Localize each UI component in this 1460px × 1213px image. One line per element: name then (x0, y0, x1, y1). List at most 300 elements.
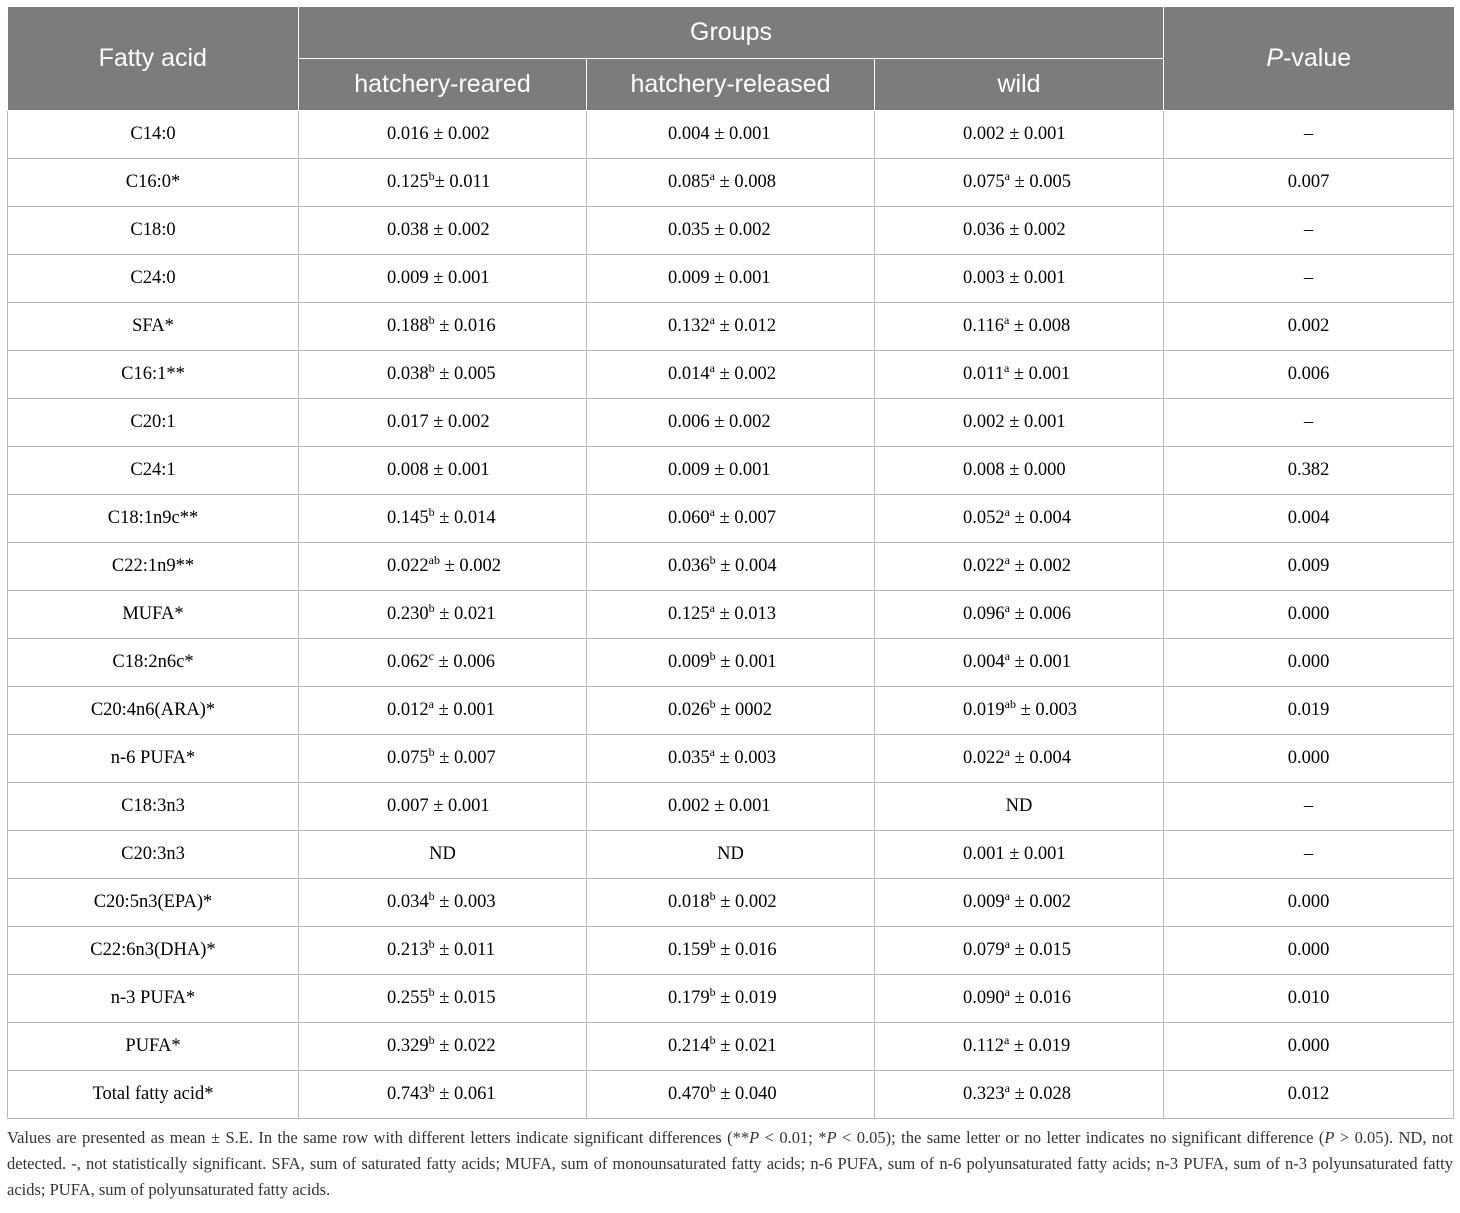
table-row (8, 111, 1454, 159)
significance-letter: b (709, 937, 716, 951)
group-value-cell (587, 975, 875, 1023)
standard-error: ± 0.001 (709, 124, 771, 144)
significance-letter: a (709, 505, 715, 519)
mean-value: 0.002 (668, 796, 710, 816)
significance-letter: b (709, 1033, 716, 1047)
mean-value: 0.179 (668, 988, 710, 1008)
standard-error: ± 0.021 (434, 604, 496, 624)
standard-error: ± 0.011 (434, 172, 491, 192)
mean-value: 0.255 (387, 988, 429, 1008)
fatty-acid-name: C22:6n3(DHA)* (8, 927, 299, 975)
mean-value: 0.062 (387, 652, 429, 672)
mean-value: 0.116 (963, 316, 1004, 336)
fatty-acid-name: PUFA* (8, 1023, 299, 1071)
table-row (8, 207, 1454, 255)
table-row (8, 495, 1454, 543)
significance-letter: b (428, 985, 435, 999)
header-groups: Groups (299, 7, 1164, 59)
standard-error: ± 0.005 (434, 364, 496, 384)
mean-value: 0.085 (668, 172, 710, 192)
mean-value: 0.096 (963, 604, 1005, 624)
fatty-acid-name: SFA* (8, 303, 299, 351)
standard-error: ± 0.004 (1009, 508, 1071, 528)
group-value-cell (587, 543, 875, 591)
group-value-cell (299, 927, 587, 975)
standard-error: ± 0.014 (434, 508, 496, 528)
standard-error: ± 0.005 (1009, 172, 1071, 192)
mean-value: 0.003 (963, 268, 1005, 288)
mean-value: 0.470 (668, 1084, 710, 1104)
fatty-acid-name: C14:0 (8, 111, 299, 159)
group-value-cell (875, 159, 1164, 207)
standard-error: ± 0.002 (1009, 556, 1071, 576)
standard-error: ± 0.002 (709, 412, 771, 432)
mean-value: 0.075 (387, 748, 429, 768)
standard-error: ± 0.001 (1004, 412, 1066, 432)
significance-letter: a (1004, 889, 1010, 903)
footnote-text-4: > 0.05). ND, not detected. -, not statistically significant. SFA, sum of saturated fatty acids; MUFA, sum of monounsaturated fatty acids; n-6 PUFA, sum of n-6 polyunsaturated fatty acids; n-3 PUFA, sum of n-3 polyunsaturated fatty acids; PUFA, sum of polyunsaturated fatty acids. (7, 1128, 1453, 1199)
table-row (8, 543, 1454, 591)
significance-letter: a (1004, 649, 1010, 663)
header-group-hatchery-reared: hatchery-reared (299, 59, 587, 111)
standard-error: ± 0.002 (715, 892, 777, 912)
table-row (8, 975, 1454, 1023)
table-row (8, 591, 1454, 639)
mean-value: 0.075 (963, 172, 1005, 192)
p-value-cell: 0.006 (1164, 351, 1454, 399)
group-value-cell (299, 447, 587, 495)
significance-letter: b (709, 553, 716, 567)
mean-value: 0.159 (668, 940, 710, 960)
standard-error: ± 0.019 (715, 988, 777, 1008)
group-value-cell (875, 879, 1164, 927)
footnote-p-2: P (826, 1128, 837, 1147)
group-value-cell (299, 1023, 587, 1071)
group-value-cell (875, 303, 1164, 351)
mean-value: 0.002 (963, 412, 1005, 432)
group-value-cell (587, 639, 875, 687)
header-p-italic: P (1266, 44, 1284, 72)
mean-value: 0.090 (963, 988, 1005, 1008)
header-group-hatchery-released: hatchery-released (587, 59, 875, 111)
fatty-acid-name: n-6 PUFA* (8, 735, 299, 783)
significance-letter: a (1004, 505, 1010, 519)
group-value-cell (587, 735, 875, 783)
standard-error: ± 0.002 (428, 124, 490, 144)
standard-error: ± 0.008 (714, 172, 776, 192)
mean-value: 0.034 (387, 892, 429, 912)
table-row (8, 783, 1454, 831)
fatty-acid-name: C16:1** (8, 351, 299, 399)
group-value-cell (587, 1071, 875, 1119)
significance-letter: a (709, 169, 715, 183)
group-value-cell (299, 783, 587, 831)
table-row (8, 831, 1454, 879)
significance-letter: a (709, 601, 715, 615)
standard-error: ± 0.004 (715, 556, 777, 576)
p-value-cell: 0.000 (1164, 927, 1454, 975)
standard-error: ± 0.007 (714, 508, 776, 528)
table-row (8, 735, 1454, 783)
significance-letter: b (428, 505, 435, 519)
standard-error: ± 0.007 (434, 748, 496, 768)
fatty-acid-name: C20:5n3(EPA)* (8, 879, 299, 927)
standard-error: ± 0.021 (715, 1036, 777, 1056)
p-value-cell: – (1164, 399, 1454, 447)
group-value-cell (587, 495, 875, 543)
group-value-cell: ND (587, 831, 875, 879)
group-value-cell (299, 1071, 587, 1119)
standard-error: ± 0.028 (1009, 1084, 1071, 1104)
group-value-cell (875, 831, 1164, 879)
fatty-acid-name: C20:4n6(ARA)* (8, 687, 299, 735)
table-row (8, 639, 1454, 687)
mean-value: 0.009 (387, 268, 429, 288)
significance-letter: b (428, 937, 435, 951)
standard-error: ± 0.001 (1009, 652, 1071, 672)
p-value-cell: 0.007 (1164, 159, 1454, 207)
standard-error: ± 0.019 (1009, 1036, 1071, 1056)
standard-error: ± 0.015 (434, 988, 496, 1008)
group-value-cell (587, 879, 875, 927)
mean-value: 0.036 (668, 556, 710, 576)
table-row (8, 399, 1454, 447)
significance-letter: b (709, 889, 716, 903)
mean-value: 0.004 (963, 652, 1005, 672)
group-value-cell (875, 591, 1164, 639)
table-row (8, 351, 1454, 399)
mean-value: 0.132 (668, 316, 710, 336)
significance-letter: b (428, 169, 435, 183)
standard-error: ± 0.001 (1004, 844, 1066, 864)
mean-value: 0.125 (387, 172, 429, 192)
p-value-cell: 0.000 (1164, 735, 1454, 783)
mean-value: 0.009 (668, 268, 710, 288)
p-value-cell: 0.000 (1164, 591, 1454, 639)
standard-error: ± 0.001 (1004, 268, 1066, 288)
mean-value: 0.213 (387, 940, 429, 960)
group-value-cell (875, 351, 1164, 399)
standard-error: ± 0.016 (1009, 988, 1071, 1008)
standard-error: ± 0.001 (428, 796, 490, 816)
mean-value: 0.022 (963, 556, 1005, 576)
group-value-cell (299, 303, 587, 351)
significance-letter: b (428, 361, 435, 375)
p-value-cell: 0.019 (1164, 687, 1454, 735)
significance-letter: ab (428, 553, 440, 567)
group-value-cell (875, 447, 1164, 495)
header-p-value (1164, 7, 1454, 111)
p-value-cell: 0.004 (1164, 495, 1454, 543)
standard-error: ± 0.001 (428, 268, 490, 288)
standard-error: ± 0.001 (709, 460, 771, 480)
standard-error: ± 0.001 (428, 460, 490, 480)
table-row (8, 927, 1454, 975)
group-value-cell (299, 159, 587, 207)
table-row (8, 303, 1454, 351)
standard-error: ± 0.016 (715, 940, 777, 960)
mean-value: 0.001 (963, 844, 1005, 864)
group-value-cell (875, 543, 1164, 591)
significance-letter: b (428, 1081, 435, 1095)
mean-value: 0.214 (668, 1036, 710, 1056)
header-group-wild: wild (875, 59, 1164, 111)
group-value-cell (299, 111, 587, 159)
standard-error: ± 0.002 (428, 220, 490, 240)
standard-error: ± 0.013 (714, 604, 776, 624)
group-value-cell (299, 399, 587, 447)
mean-value: 0.014 (668, 364, 710, 384)
mean-value: 0.022 (387, 556, 429, 576)
mean-value: 0.035 (668, 748, 710, 768)
significance-letter: a (709, 361, 715, 375)
p-value-cell: 0.002 (1164, 303, 1454, 351)
group-value-cell (299, 879, 587, 927)
group-value-cell (587, 159, 875, 207)
p-value-cell: 0.012 (1164, 1071, 1454, 1119)
significance-letter: a (1004, 169, 1010, 183)
group-value-cell (299, 255, 587, 303)
p-value-cell: – (1164, 207, 1454, 255)
significance-letter: c (428, 649, 434, 663)
standard-error: ± 0.004 (1009, 748, 1071, 768)
fatty-acid-name: C18:1n9c** (8, 495, 299, 543)
group-value-cell (875, 735, 1164, 783)
fatty-acid-table (7, 7, 1454, 1119)
fatty-acid-table-figure (7, 7, 1453, 1203)
group-value-cell: ND (875, 783, 1164, 831)
footnote-p-3: P (1324, 1128, 1335, 1147)
mean-value: 0.017 (387, 412, 429, 432)
standard-error: ± 0.006 (433, 652, 495, 672)
group-value-cell (587, 927, 875, 975)
standard-error: ± 0.001 (709, 796, 771, 816)
significance-letter: b (709, 985, 716, 999)
standard-error: ± 0.001 (433, 700, 495, 720)
table-row (8, 1071, 1454, 1119)
p-value-cell: – (1164, 783, 1454, 831)
standard-error: ± 0.016 (434, 316, 496, 336)
mean-value: 0.052 (963, 508, 1005, 528)
standard-error: ± 0.000 (1004, 460, 1066, 480)
standard-error: ± 0.002 (428, 412, 490, 432)
fatty-acid-name: C18:3n3 (8, 783, 299, 831)
mean-value: 0.022 (963, 748, 1005, 768)
p-value-cell: 0.009 (1164, 543, 1454, 591)
mean-value: 0.079 (963, 940, 1005, 960)
p-value-cell: 0.000 (1164, 639, 1454, 687)
group-value-cell (875, 687, 1164, 735)
significance-letter: b (428, 745, 435, 759)
table-row (8, 447, 1454, 495)
standard-error: ± 0.002 (1009, 892, 1071, 912)
p-value-cell: 0.010 (1164, 975, 1454, 1023)
mean-value: 0.026 (668, 700, 710, 720)
fatty-acid-name: C18:2n6c* (8, 639, 299, 687)
p-value-cell: – (1164, 255, 1454, 303)
significance-letter: b (709, 1081, 716, 1095)
mean-value: 0.743 (387, 1084, 429, 1104)
mean-value: 0.009 (668, 652, 710, 672)
group-value-cell (875, 1023, 1164, 1071)
table-footnote (7, 1125, 1453, 1203)
p-value-cell: – (1164, 111, 1454, 159)
fatty-acid-name: C24:0 (8, 255, 299, 303)
group-value-cell (875, 399, 1164, 447)
standard-error: ± 0.003 (714, 748, 776, 768)
mean-value: 0.188 (387, 316, 429, 336)
group-value-cell (587, 687, 875, 735)
mean-value: 0.016 (387, 124, 429, 144)
significance-letter: b (428, 601, 435, 615)
table-row (8, 159, 1454, 207)
group-value-cell (587, 303, 875, 351)
group-value-cell: ND (299, 831, 587, 879)
significance-letter: a (1004, 553, 1010, 567)
fatty-acid-name: C22:1n9** (8, 543, 299, 591)
mean-value: 0.060 (668, 508, 710, 528)
table-header (8, 7, 1454, 111)
fatty-acid-name: MUFA* (8, 591, 299, 639)
group-value-cell (587, 447, 875, 495)
fatty-acid-name: n-3 PUFA* (8, 975, 299, 1023)
standard-error: ± 0002 (715, 700, 773, 720)
fatty-acid-name: C18:0 (8, 207, 299, 255)
mean-value: 0.012 (387, 700, 429, 720)
significance-letter: ab (1004, 697, 1016, 711)
standard-error: ± 0.061 (434, 1084, 496, 1104)
significance-letter: a (428, 697, 434, 711)
group-value-cell (299, 351, 587, 399)
standard-error: ± 0.011 (434, 940, 495, 960)
group-value-cell (875, 927, 1164, 975)
header-fatty-acid: Fatty acid (8, 7, 299, 111)
mean-value: 0.230 (387, 604, 429, 624)
group-value-cell (875, 111, 1164, 159)
group-value-cell (587, 255, 875, 303)
fatty-acid-name: C20:3n3 (8, 831, 299, 879)
significance-letter: a (1003, 1033, 1010, 1047)
mean-value: 0.323 (963, 1084, 1005, 1104)
standard-error: ± 0.001 (709, 268, 771, 288)
standard-error: ± 0.002 (714, 364, 776, 384)
group-value-cell (875, 255, 1164, 303)
standard-error: ± 0.003 (434, 892, 496, 912)
significance-letter: a (1003, 361, 1010, 375)
fatty-acid-name: C20:1 (8, 399, 299, 447)
group-value-cell (587, 207, 875, 255)
group-value-cell (587, 399, 875, 447)
standard-error: ± 0.002 (709, 220, 771, 240)
group-value-cell (299, 495, 587, 543)
mean-value: 0.011 (963, 364, 1004, 384)
mean-value: 0.004 (668, 124, 710, 144)
significance-letter: b (709, 697, 716, 711)
group-value-cell (875, 495, 1164, 543)
header-p-suffix: -value (1283, 44, 1352, 72)
group-value-cell (587, 591, 875, 639)
significance-letter: b (428, 889, 435, 903)
significance-letter: b (709, 649, 716, 663)
mean-value: 0.008 (387, 460, 429, 480)
group-value-cell (299, 975, 587, 1023)
significance-letter: a (1004, 937, 1010, 951)
group-value-cell (299, 639, 587, 687)
table-body (8, 111, 1454, 1119)
standard-error: ± 0.015 (1009, 940, 1071, 960)
standard-error: ± 0.040 (715, 1084, 777, 1104)
significance-letter: a (1004, 985, 1010, 999)
mean-value: 0.112 (963, 1036, 1004, 1056)
significance-letter: b (428, 1033, 435, 1047)
p-value-cell: 0.000 (1164, 1023, 1454, 1071)
significance-letter: a (709, 745, 715, 759)
mean-value: 0.145 (387, 508, 429, 528)
group-value-cell (587, 111, 875, 159)
footnote-text-1: Values are presented as mean ± S.E. In the same row with different letters indicate significant differences (** (7, 1128, 750, 1147)
standard-error: ± 0.001 (1004, 124, 1066, 144)
group-value-cell (875, 975, 1164, 1023)
standard-error: ± 0.002 (1004, 220, 1066, 240)
table-row (8, 879, 1454, 927)
group-value-cell (587, 1023, 875, 1071)
fatty-acid-name: C16:0* (8, 159, 299, 207)
footnote-text-3: < 0.05); the same letter or no letter indicates no significant difference ( (836, 1128, 1325, 1147)
table-row (8, 687, 1454, 735)
mean-value: 0.019 (963, 700, 1005, 720)
mean-value: 0.329 (387, 1036, 429, 1056)
standard-error: ± 0.002 (439, 556, 501, 576)
p-value-cell: 0.382 (1164, 447, 1454, 495)
standard-error: ± 0.001 (1009, 364, 1071, 384)
mean-value: 0.008 (963, 460, 1005, 480)
group-value-cell (299, 543, 587, 591)
footnote-p-1: P (749, 1128, 760, 1147)
mean-value: 0.006 (668, 412, 710, 432)
mean-value: 0.002 (963, 124, 1005, 144)
group-value-cell (587, 783, 875, 831)
p-value-cell: – (1164, 831, 1454, 879)
group-value-cell (299, 735, 587, 783)
fatty-acid-name: Total fatty acid* (8, 1071, 299, 1119)
group-value-cell (875, 1071, 1164, 1119)
table-row (8, 1023, 1454, 1071)
mean-value: 0.007 (387, 796, 429, 816)
fatty-acid-name: C24:1 (8, 447, 299, 495)
standard-error: ± 0.001 (715, 652, 777, 672)
standard-error: ± 0.003 (1015, 700, 1077, 720)
group-value-cell (299, 207, 587, 255)
mean-value: 0.009 (963, 892, 1005, 912)
standard-error: ± 0.006 (1009, 604, 1071, 624)
group-value-cell (299, 687, 587, 735)
mean-value: 0.038 (387, 364, 429, 384)
p-value-cell: 0.000 (1164, 879, 1454, 927)
significance-letter: a (1004, 601, 1010, 615)
mean-value: 0.038 (387, 220, 429, 240)
significance-letter: a (1003, 313, 1010, 327)
mean-value: 0.018 (668, 892, 710, 912)
significance-letter: a (709, 313, 715, 327)
significance-letter: a (1004, 745, 1010, 759)
significance-letter: b (428, 313, 435, 327)
mean-value: 0.125 (668, 604, 710, 624)
group-value-cell (875, 639, 1164, 687)
mean-value: 0.009 (668, 460, 710, 480)
significance-letter: a (1004, 1081, 1010, 1095)
mean-value: 0.035 (668, 220, 710, 240)
mean-value: 0.036 (963, 220, 1005, 240)
